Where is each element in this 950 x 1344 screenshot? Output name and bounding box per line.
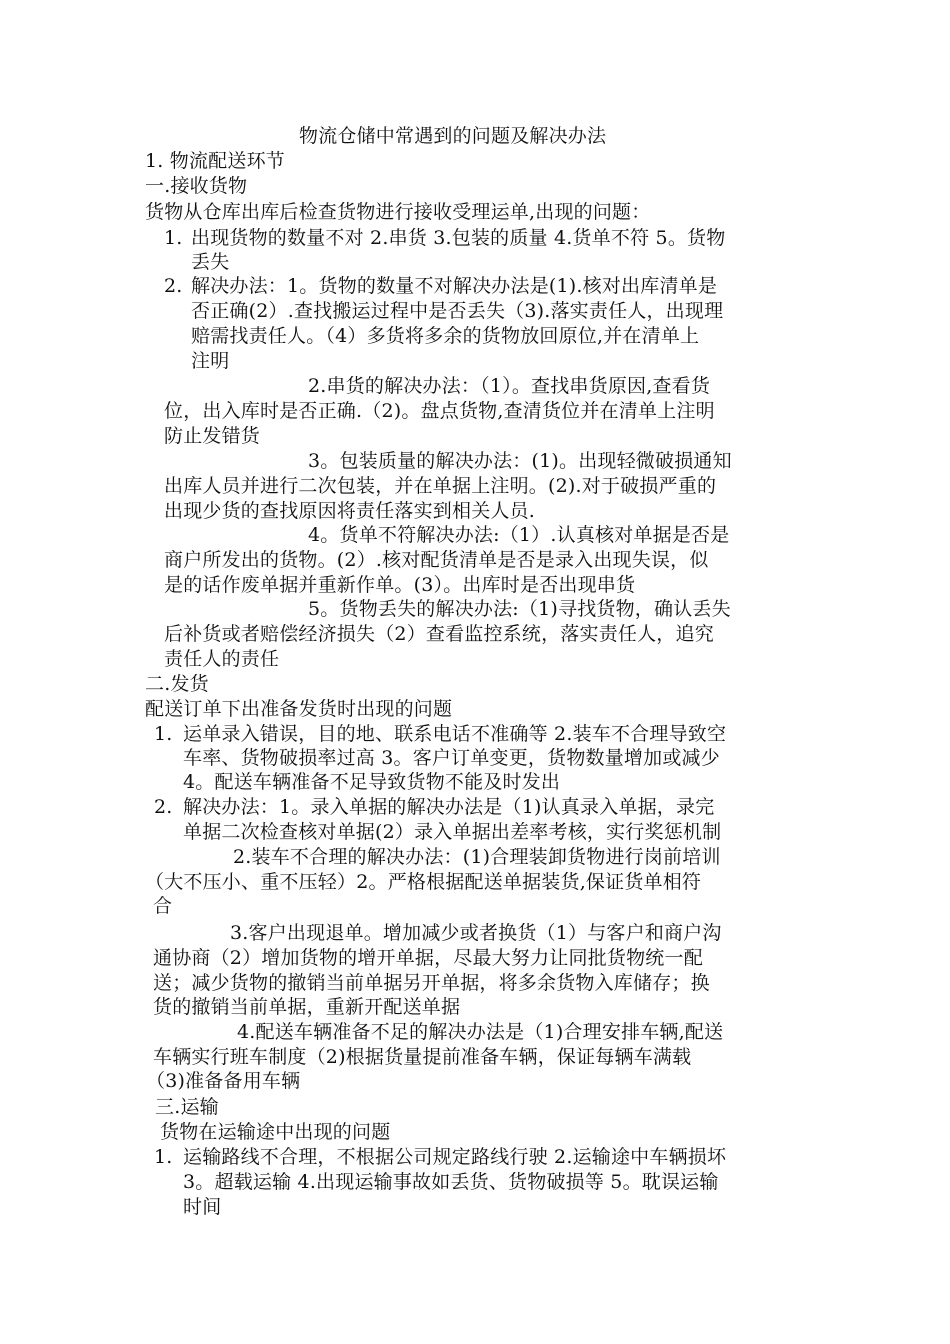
list-item-continuation: 3。超载运输 4.出现运输事故如丢货、货物破损等 5。耽误运输 xyxy=(183,1171,719,1193)
list-number: 2. xyxy=(164,275,183,297)
paragraph-line: 通协商（2）增加货物的增开单据，尽最大努力让同批货物统一配 xyxy=(153,947,703,969)
paragraph-line: 配送订单下出准备发货时出现的问题 xyxy=(145,698,453,720)
paragraph-line: 3.客户出现退单。增加减少或者换货（1）与客户和商户沟 xyxy=(230,922,722,944)
list-item-continuation: 赔需找责任人。（4）多货将多余的货物放回原位,并在清单上 xyxy=(191,325,700,347)
list-number: 1. xyxy=(164,227,183,249)
paragraph-line: 货的撤销当前单据，重新开配送单据 xyxy=(153,996,461,1018)
list-number: 1. xyxy=(154,1146,173,1168)
paragraph-line: 3。包装质量的解决办法：(1)。出现轻微破损通知 xyxy=(308,450,732,472)
list-number: 1. xyxy=(154,723,173,745)
list-item-continuation: 车率、货物破损率过高 3。客户订单变更，货物数量增加或减少 xyxy=(183,747,720,769)
list-item-continuation: 否正确(2）.查找搬运过程中是否丢失（3).落实责任人，出现理 xyxy=(191,300,724,322)
list-item-text: 解决办法：1。货物的数量不对解决办法是(1).核对出库清单是 xyxy=(191,275,718,297)
list-number: 2. xyxy=(154,796,173,818)
paragraph-line: 出库人员并进行二次包装，并在单据上注明。(2).对于破损严重的 xyxy=(164,475,717,497)
paragraph-line: 商户所发出的货物。(2）.核对配货清单是否是录入出现失误，似 xyxy=(164,549,709,571)
paragraph-line: 防止发错货 xyxy=(164,425,261,447)
paragraph-line: 是的话作废单据并重新作单。(3）。出库时是否出现串货 xyxy=(164,574,636,596)
subsection-heading: 三.运输 xyxy=(155,1096,219,1118)
subsection-heading: 一.接收货物 xyxy=(145,175,248,197)
list-item-continuation: 时间 xyxy=(183,1196,222,1218)
paragraph-line: 出现少货的查找原因将责任落实到相关人员. xyxy=(164,500,536,522)
paragraph-line: 4.配送车辆准备不足的解决办法是（1)合理安排车辆,配送 xyxy=(237,1021,724,1043)
list-item-continuation: 丢失 xyxy=(191,251,230,273)
paragraph-line: 5。货物丢失的解决办法:（1)寻找货物，确认丢失 xyxy=(308,598,731,620)
list-item-continuation: 4。配送车辆准备不足导致货物不能及时发出 xyxy=(183,771,561,793)
list-item-continuation: 注明 xyxy=(191,350,230,372)
paragraph-line: （3)准备备用车辆 xyxy=(146,1070,301,1092)
list-item-text: 运单录入错误，目的地、联系电话不准确等 2.装车不合理导致空 xyxy=(183,723,727,745)
paragraph-line: 4。货单不符解决办法:（1）.认真核对单据是否是 xyxy=(308,524,730,546)
paragraph-line: 货物从仓库出库后检查货物进行接收受理运单,出现的问题： xyxy=(145,201,651,223)
paragraph-line: 2.装车不合理的解决办法：(1)合理装卸货物进行岗前培训 xyxy=(233,846,721,868)
subsection-heading: 二.发货 xyxy=(145,673,209,695)
section-heading: 1. 物流配送环节 xyxy=(145,150,285,172)
paragraph-line: （大不压小、重不压轻）2。严格根据配送单据装货,保证货单相符 xyxy=(145,871,702,893)
list-item-text: 解决办法：1。录入单据的解决办法是（1)认真录入单据，录完 xyxy=(183,796,715,818)
paragraph-line: 合 xyxy=(153,895,173,917)
paragraph-line: 责任人的责任 xyxy=(164,648,280,670)
paragraph-line: 货物在运输途中出现的问题 xyxy=(160,1121,391,1143)
paragraph-line: 2.串货的解决办法：（1）。查找串货原因,查看货 xyxy=(308,375,711,397)
paragraph-line: 送；减少货物的撤销当前单据另开单据，将多余货物入库储存；换 xyxy=(153,972,710,994)
list-item-text: 运输路线不合理，不根据公司规定路线行驶 2.运输途中车辆损坏 xyxy=(183,1146,727,1168)
paragraph-line: 车辆实行班车制度（2)根据货量提前准备车辆，保证每辆车满载 xyxy=(153,1046,692,1068)
paragraph-line: 位，出入库时是否正确.（2)。盘点货物,查清货位并在清单上注明 xyxy=(164,400,715,422)
paragraph-line: 后补货或者赔偿经济损失（2）查看监控系统，落实责任人，追究 xyxy=(164,623,714,645)
document-title: 物流仓储中常遇到的问题及解决办法 xyxy=(299,125,607,147)
list-item-text: 出现货物的数量不对 2.串货 3.包装的质量 4.货单不符 5。货物 xyxy=(191,227,726,249)
list-item-continuation: 单据二次检查核对单据(2）录入单据出差率考核，实行奖惩机制 xyxy=(183,821,722,843)
